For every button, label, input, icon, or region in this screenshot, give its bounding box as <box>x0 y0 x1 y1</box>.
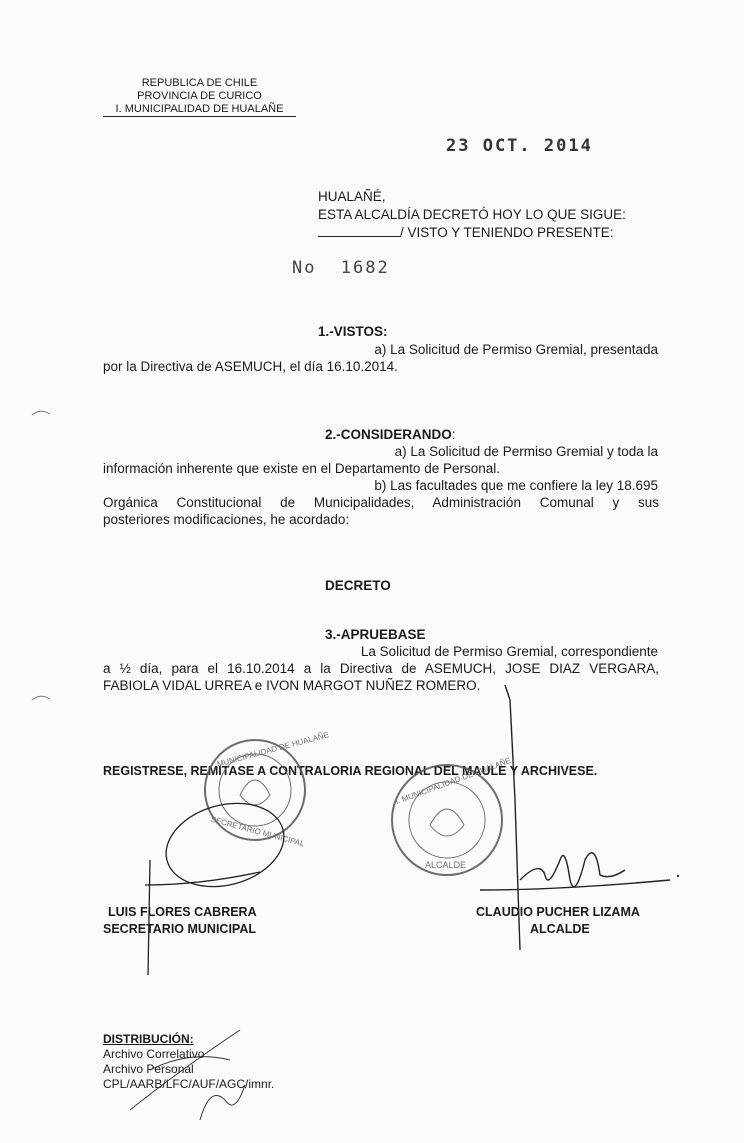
header-municipality: I. MUNICIPALIDAD DE HUALAÑE <box>103 103 296 117</box>
seal-text: SECRETARIO MUNICIPAL <box>209 814 306 849</box>
decree-number <box>292 258 390 278</box>
considerando-b-first: b) Las facultades que me confiere la ley 18.695 <box>374 478 658 493</box>
intro-visto-line <box>318 224 614 241</box>
closing-line: REGISTRESE, REMITASE A CONTRALORIA REGIONAL DEL MAULE Y ARCHIVESE. <box>103 764 598 778</box>
seal-text: MUNICIPALIDAD DE HUALAÑE <box>215 730 330 769</box>
left-signer-name: LUIS FLORES CABRERA <box>108 905 257 919</box>
considerando-heading: 2.-CONSIDERANDO <box>325 427 452 442</box>
apruebase-rest1: a ½ día, para el 16.10.2014 a la Directiva de ASEMUCH, JOSE DIAZ VERGARA, <box>103 661 659 676</box>
punch-mark-icon <box>32 411 50 415</box>
considerando-heading-wrap <box>325 427 456 443</box>
apruebase-rest2: FABIOLA VIDAL URREA e IVON MARGOT NUÑEZ ROMERO. <box>103 678 481 693</box>
decreto-title: DECRETO <box>325 578 391 593</box>
intro-visto-text: / VISTO Y TENIENDO PRESENTE: <box>400 225 614 240</box>
distribution-list <box>103 1032 274 1092</box>
distribution-item: Archivo Correlativo <box>103 1047 205 1061</box>
secretary-seal-icon <box>205 730 330 848</box>
header-country: REPUBLICA DE CHILE <box>141 77 258 89</box>
considerando-b-rest2: posteriores modificaciones, he acordado: <box>103 512 350 527</box>
distribution-item: Archivo Personal <box>103 1062 194 1076</box>
header-province: PROVINCIA DE CURICO <box>137 90 262 102</box>
decree-number-prefix: No <box>292 258 317 278</box>
distribution-item: CPL/AARB/LFC/AUF/AGC/imnr. <box>103 1077 275 1091</box>
seal-text: ALCALDE <box>425 860 467 870</box>
considerando-a-first: a) La Solicitud de Permiso Gremial y toda la <box>394 444 658 459</box>
apruebase-first: La Solicitud de Permiso Gremial, correspondiente <box>360 644 658 659</box>
intro-place: HUALAÑÉ, <box>318 189 386 204</box>
vistos-a-first: a) La Solicitud de Permiso Gremial, presentada <box>374 342 658 357</box>
vistos-heading: 1.-VISTOS: <box>318 324 388 339</box>
right-signer-name: CLAUDIO PUCHER LIZAMA <box>476 905 640 919</box>
left-signer-title: SECRETARIO MUNICIPAL <box>103 922 257 936</box>
blank-line <box>318 224 400 237</box>
considerando-colon: : <box>451 427 456 442</box>
left-signature-icon <box>145 791 293 975</box>
punch-mark-icon <box>32 696 50 700</box>
considerando-b-rest1: Orgánica Constitucional de Municipalidades, Administración Comunal y sus <box>103 495 659 510</box>
apruebase-heading: 3.-APRUEBASE <box>325 627 426 642</box>
right-signer-title: ALCALDE <box>530 922 590 936</box>
distribution-heading: DISTRIBUCIÓN: <box>103 1032 194 1046</box>
decree-number-value: 1682 <box>340 258 390 278</box>
date-stamp: 23 OCT. 2014 <box>446 136 593 156</box>
intro-decreto-line: ESTA ALCALDÍA DECRETÓ HOY LO QUE SIGUE: <box>318 207 626 222</box>
institution-header <box>103 77 296 117</box>
seal-text: I. MUNICIPALIDAD DE HUALAÑE <box>394 755 513 807</box>
vistos-a-rest: por la Directiva de ASEMUCH, el día 16.10.2014. <box>103 359 398 374</box>
considerando-a-rest: información inherente que existe en el Departamento de Personal. <box>103 461 500 476</box>
